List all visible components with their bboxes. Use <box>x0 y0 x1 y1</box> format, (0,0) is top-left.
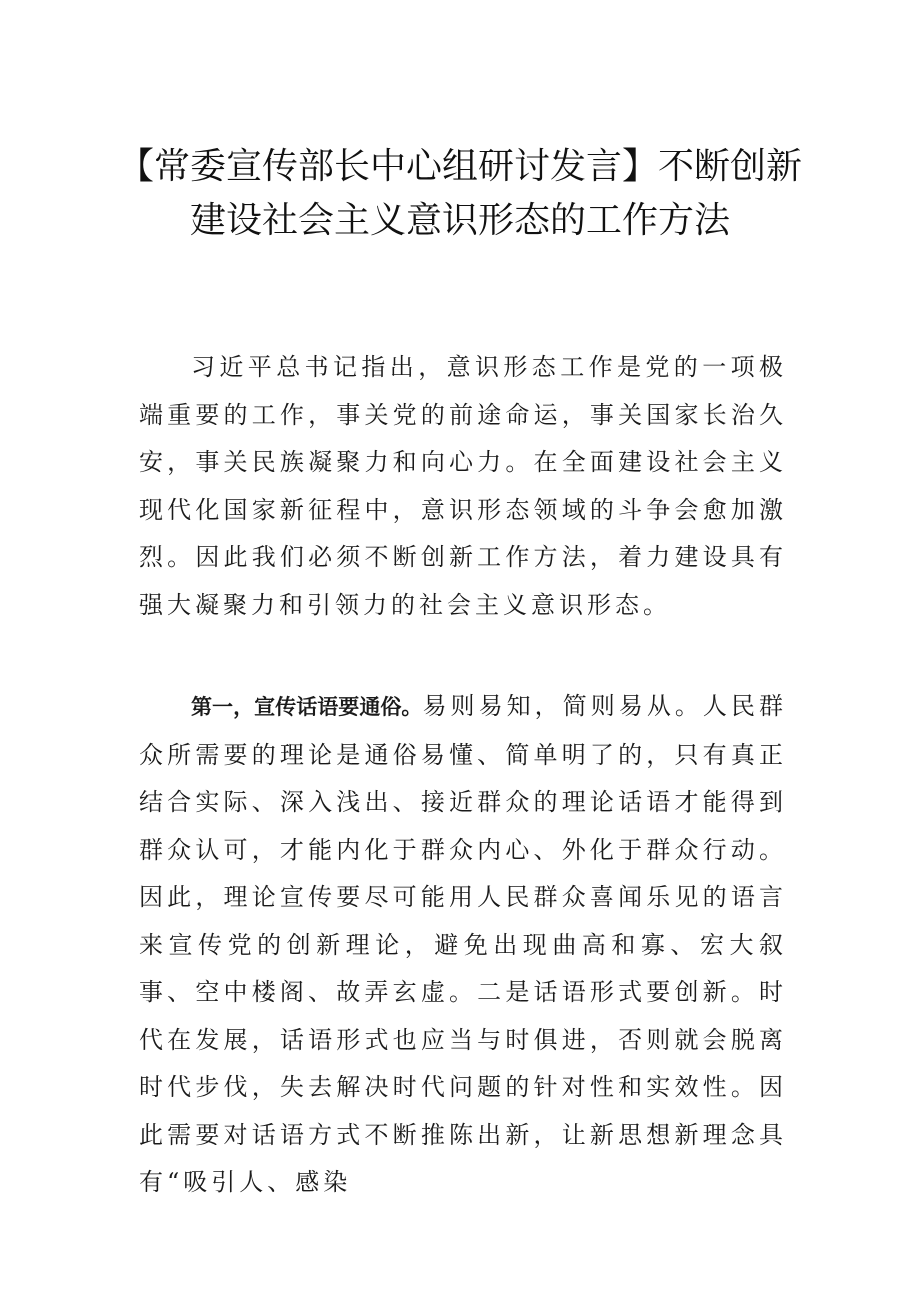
document-title-line-1: 【常委宣传部长中心组研讨发言】不断创新 <box>117 146 802 187</box>
paragraph-point-one-heading: 第一，宣传话语要通俗。 <box>191 695 423 719</box>
paragraph-point-one-body: 易则易知，简则易从。人民群众所需要的理论是通俗易懂、简单明了的，只有真正结合实际、深入浅出、接近群众的理论话语才能得到群众认可，才能内化于群众内心、外化于群众行动。因此，理论宣传要尽可能用人民群众喜闻乐见的语言来宣传党的创新理论，避免出现曲高和寡、宏大叙事、空中楼阁、故弄玄虚。二是话语形式要创新。时代在发展，话语形式也应当与时俱进，否则就会脱离时代步伐，失去解决时代问题的针对性和实效性。因此需要对话语方式不断推陈出新，让新思想新理念具有“吸引人、感染 <box>139 692 788 1196</box>
paragraph-point-one <box>139 683 787 1207</box>
document-title-line-2: 建设社会主义意识形态的工作方法 <box>189 200 730 241</box>
paragraph-intro: 习近平总书记指出，意识形态工作是党的一项极端重要的工作，事关党的前途命运，事关国家长治久安，事关民族凝聚力和向心力。在全面建设社会主义现代化国家新征程中，意识形态领域的斗争会愈加激烈。因此我们必须不断创新工作方法，着力建设具有强大凝聚力和引领力的社会主义意识形态。 <box>139 353 787 619</box>
